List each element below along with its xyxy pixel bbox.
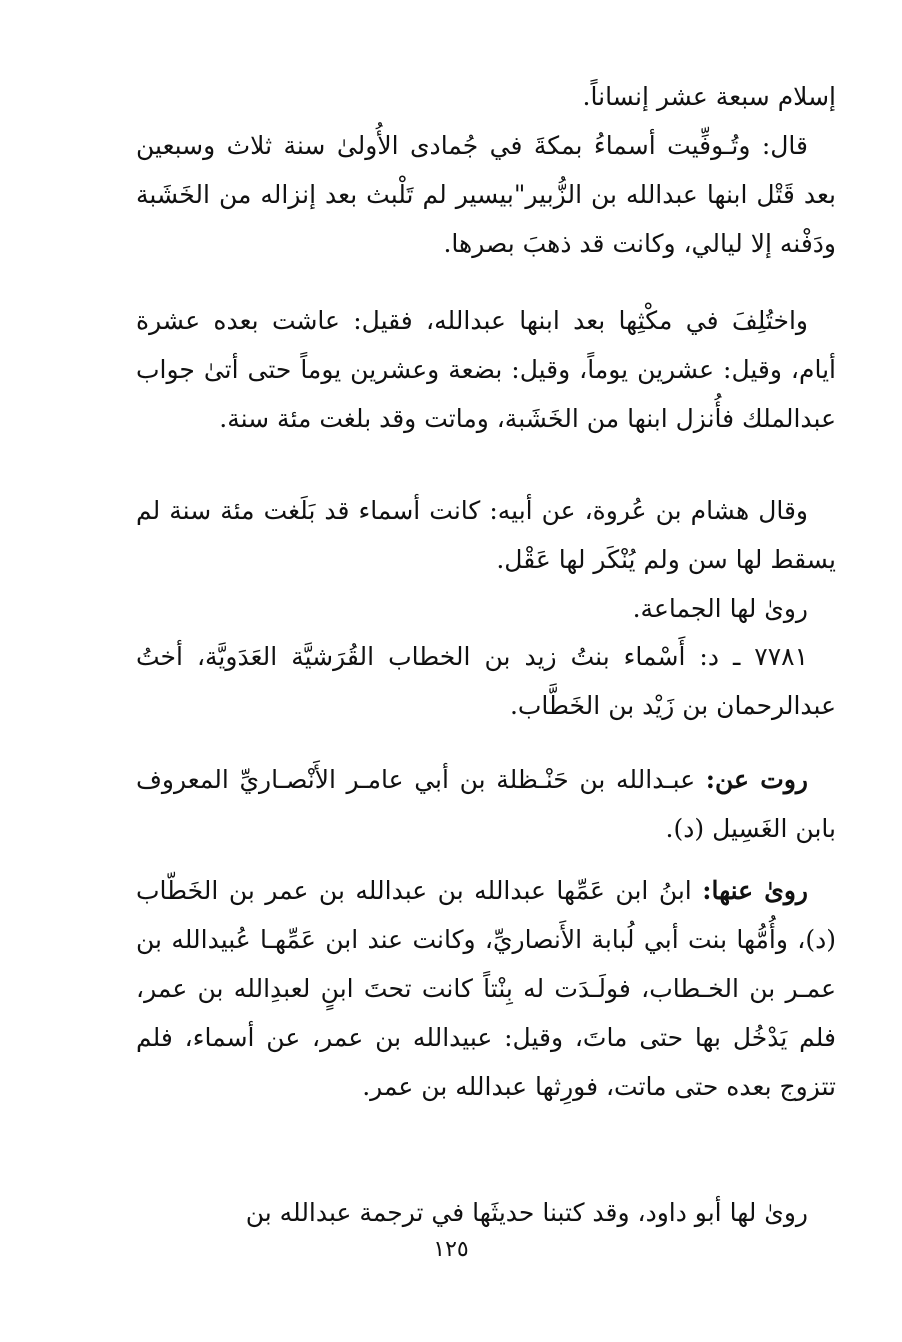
- paragraph-narrated-from: [136, 755, 836, 853]
- entry-heading-text: ٧٧٨١ ـ د: أَسْماء بنتُ زيد بن الخطاب القُرَشيَّة العَدَويَّة، أختُ عبدالرحمان بن زَيْد بن الخَطَّاب.: [136, 642, 836, 720]
- paragraph-text: إسلام سبعة عشر إنساناً.: [582, 82, 836, 111]
- entry-heading-7781: [136, 632, 836, 730]
- paragraph-text: رویٰ لها أبو داود، وقد كتبنا حديثَها في ترجمة عبدالله بن: [245, 1198, 808, 1227]
- paragraph-text: عبـدالله بن حَنْـظلة بن أبي عامـر الأَنْصـاريِّ المعروف بابن الغَسِيل (د).: [136, 765, 836, 843]
- paragraph-lifespan-dispute: [136, 296, 836, 443]
- page-number: ١٢٥: [433, 1237, 469, 1262]
- section-label-narrated-from: روت عن:: [705, 765, 808, 794]
- paragraph-abu-dawud: [136, 1188, 836, 1237]
- paragraph-death-date: [136, 121, 836, 268]
- section-label-narrated-by: رویٰ عنها:: [702, 876, 809, 905]
- paragraph-hisham-report: [136, 486, 836, 584]
- paragraph-text: رویٰ لها الجماعة.: [632, 594, 808, 623]
- paragraph-text: وقال هشام بن عُروة، عن أبيه: كانت أسماء قد بَلَغت مئة سنة لم يسقط لها سن ولم يُنْكَر لها عَقْل.: [136, 496, 836, 574]
- paragraph-text: قال: وتُـوفِّيت أسماءُ بمكةَ في جُمادى الأُولىٰ سنة ثلاث وسبعين بعد قَتْل ابنها عبدالله بن الزُّبير"بيسير لم تَلْبث بعد إنزاله من الخَشَبة ودَفْنه إلا ليالي، وكانت قد ذهبَ بصرها.: [136, 131, 836, 258]
- paragraph-narrators: [136, 584, 836, 633]
- paragraph-narrated-by: [136, 866, 836, 1111]
- paragraph-text: ابنُ ابن عَمِّها عبدالله بن عبدالله بن عمر بن الخَطّاب (د)، وأُمُّها بنت أبي لُبابة الأَنصاريِّ، وكانت عند ابن عَمِّهـا عُبيدالله بن عمـر بن الخـطاب، فولَـدَت له بِنْتاً كانت تحتَ ابنٍ لعبدِالله بن عمر، فلم يَدْخُل بها حتى ماتَ، وقيل: عبيدالله بن عمر، عن أسماء، فلم تتزوج بعده حتى ماتت، فورِثها عبدالله بن عمر.: [136, 876, 836, 1101]
- paragraph-text: واختُلِفَ في مكْثِها بعد ابنها عبدالله، فقيل: عاشت بعده عشرة أيام، وقيل: عشرين يوماً، وقيل: بضعة وعشرين يوماً حتى أتىٰ جواب عبدالملك فأُنزل ابنها من الخَشَبة، وماتت وقد بلغت مئة سنة.: [136, 306, 836, 433]
- paragraph-conversion-count: [136, 72, 836, 121]
